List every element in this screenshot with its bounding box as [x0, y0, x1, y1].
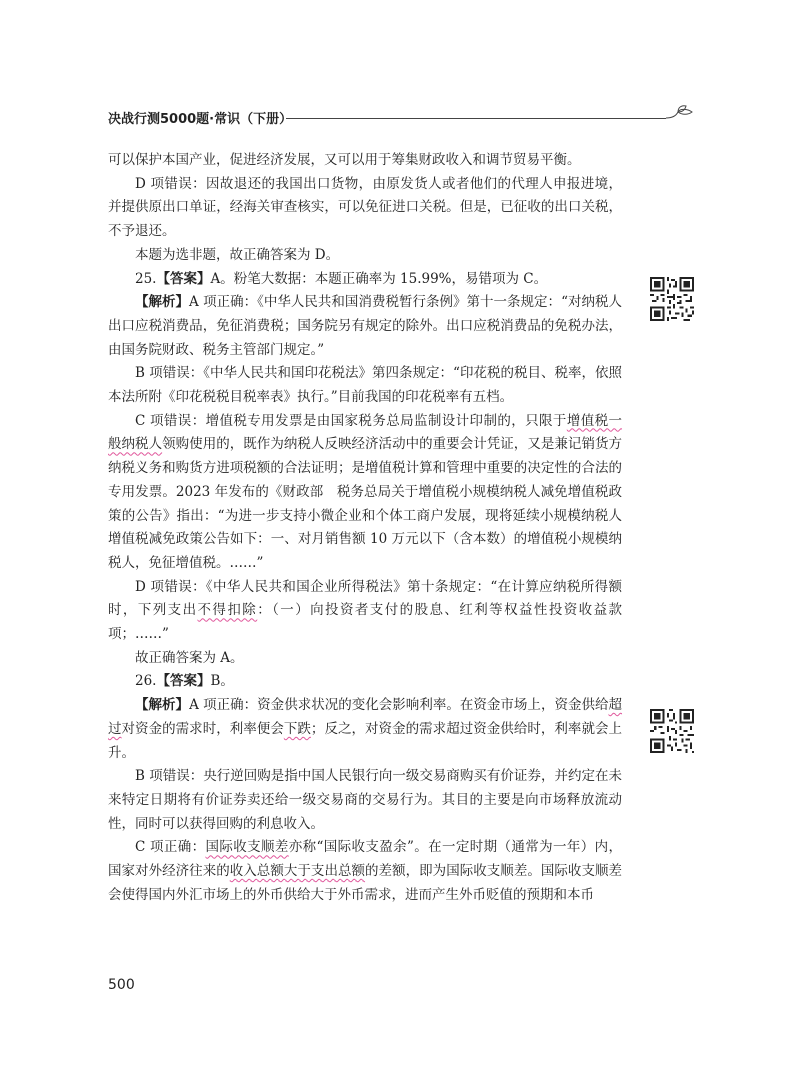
q26-answer-text: B。 — [210, 673, 234, 690]
q26-answer-line — [108, 670, 622, 694]
q26-option-c-text-3: 亦称“国际收支盈余”。在一定时期（通常为一年）内，国家对外经济往来的 — [108, 839, 623, 880]
q25-highlight-general-taxpayer: 增值税一般纳税人 — [108, 412, 623, 453]
page-body — [108, 149, 622, 908]
book-title: 决战行测5000题·常识（下册） — [108, 112, 293, 127]
q25-number: 25. — [135, 270, 157, 287]
q26-highlight-exceeds: 超过 — [108, 697, 623, 737]
sprout-icon — [664, 102, 698, 128]
q26-analysis-tag: 【解析】 — [135, 697, 190, 714]
q26-highlight-income-exceeds: 收入总额大于支出总额 — [229, 863, 366, 880]
q25-conclusion: 故正确答案为 A。 — [135, 649, 244, 666]
paragraph-option-d: D 项错误：因故退还的我国出口货物，由原发货人或者他们的代理人申报进境，并提供原出口单证，经海关审查核实，可以免征进口关税。但是，已征收的出口关税，不予退还。 — [108, 175, 622, 240]
q25-option-d-text-1: D 项错误：《中华人民共和国企业所得税法》第十条规定：“在计算应纳税所得额时，下列支出 — [108, 578, 622, 619]
q25-analysis-c — [108, 410, 622, 576]
q25-answer-tag: 【答案】 — [156, 270, 211, 287]
q26-analysis-a — [108, 694, 622, 765]
paragraph-continuation: 可以保护本国产业，促进经济发展，又可以用于筹集财政收入和调节贸易平衡。 — [108, 152, 581, 168]
q26-option-c-text-5: 的差额，即为国际收支顺差。国际收支顺差会使得国内外汇市场上的外币供给大于外币需求，进而产生外币贬值的预期和本币 — [108, 863, 623, 903]
q26-option-c-text-1: C 项正确： — [135, 839, 206, 856]
running-header — [108, 108, 698, 132]
page-number: 500 — [108, 977, 135, 993]
qr-code-icon[interactable] — [650, 709, 694, 753]
q26-analysis-c — [108, 836, 622, 907]
q25-analysis-tag: 【解析】 — [135, 294, 190, 311]
q26-option-a-text-5: ；反之，对资金的需求超过资金供给时，利率就会上升。 — [108, 720, 623, 761]
paragraph-answer-note: 本题为选非题，故正确答案为 D。 — [135, 246, 340, 263]
q25-option-c-text-3: 领购使用的，既作为纳税人反映经济活动中的重要会计凭证，又是兼记销货方纳税义务和购货方进项税额的合法证明；是增值税计算和管理中重要的决定性的合法的专用发票。2023 年发布的《财政部 税务总局关于增值税小规模纳税人减免增值税政策的公告》指出：“为进一步支持小微企业和个体工商户发展，现将延续小规模纳税人增值税减免政策公告如下：一、对月销售额 10 万元以下（含本数）的增值税小规模纳税人，免征增值税。……” — [108, 436, 623, 571]
q25-answer-line — [108, 268, 622, 292]
q26-analysis-b: B 项错误：央行逆回购是指中国人民银行向一级交易商购买有价证券，并约定在未来特定日期将有价证券卖还给一级交易商的交易行为。其目的主要是向市场释放流动性，同时可以获得回购的利息收入。 — [108, 768, 622, 832]
q25-analysis-b: B 项错误：《中华人民共和国印花税法》第四条规定：“印花税的税目、税率，依照本法所附《印花税税目税率表》执行。”目前我国的印花税率有五档。 — [108, 365, 622, 406]
q25-option-a-text: A 项正确：《中华人民共和国消费税暂行条例》第十一条规定：“对纳税人出口应税消费品，免征消费税；国务院另有规定的除外。出口应税消费品的免税办法，由国务院财政、税务主管部门规定。” — [108, 294, 623, 358]
q26-highlight-decline: 下跌 — [283, 720, 311, 737]
qr-code-icon[interactable] — [650, 277, 694, 321]
q25-analysis-d — [108, 576, 622, 647]
q25-analysis-a — [108, 291, 622, 362]
q25-option-c-text-1: C 项错误：增值税专用发票是由国家税务总局监制设计印制的，只限于 — [135, 412, 567, 429]
q26-option-a-text-3: 对资金的需求时，利率便会 — [121, 720, 284, 737]
q26-number: 26. — [135, 673, 157, 690]
header-rule — [286, 118, 666, 119]
q26-option-a-text-1: A 项正确：资金供求状况的变化会影响利率。在资金市场上，资金供给 — [189, 697, 609, 714]
q26-highlight-surplus: 国际收支顺差 — [205, 839, 289, 856]
q26-answer-tag: 【答案】 — [156, 673, 211, 690]
q25-highlight-not-deductible: 不得扣除 — [197, 602, 258, 619]
q25-option-d-text-3: ：（一）向投资者支付的股息、红利等权益性投资收益款项；……” — [108, 602, 623, 643]
q25-answer-text: A。粉笔大数据：本题正确率为 15.99%，易错项为 C。 — [210, 270, 548, 287]
